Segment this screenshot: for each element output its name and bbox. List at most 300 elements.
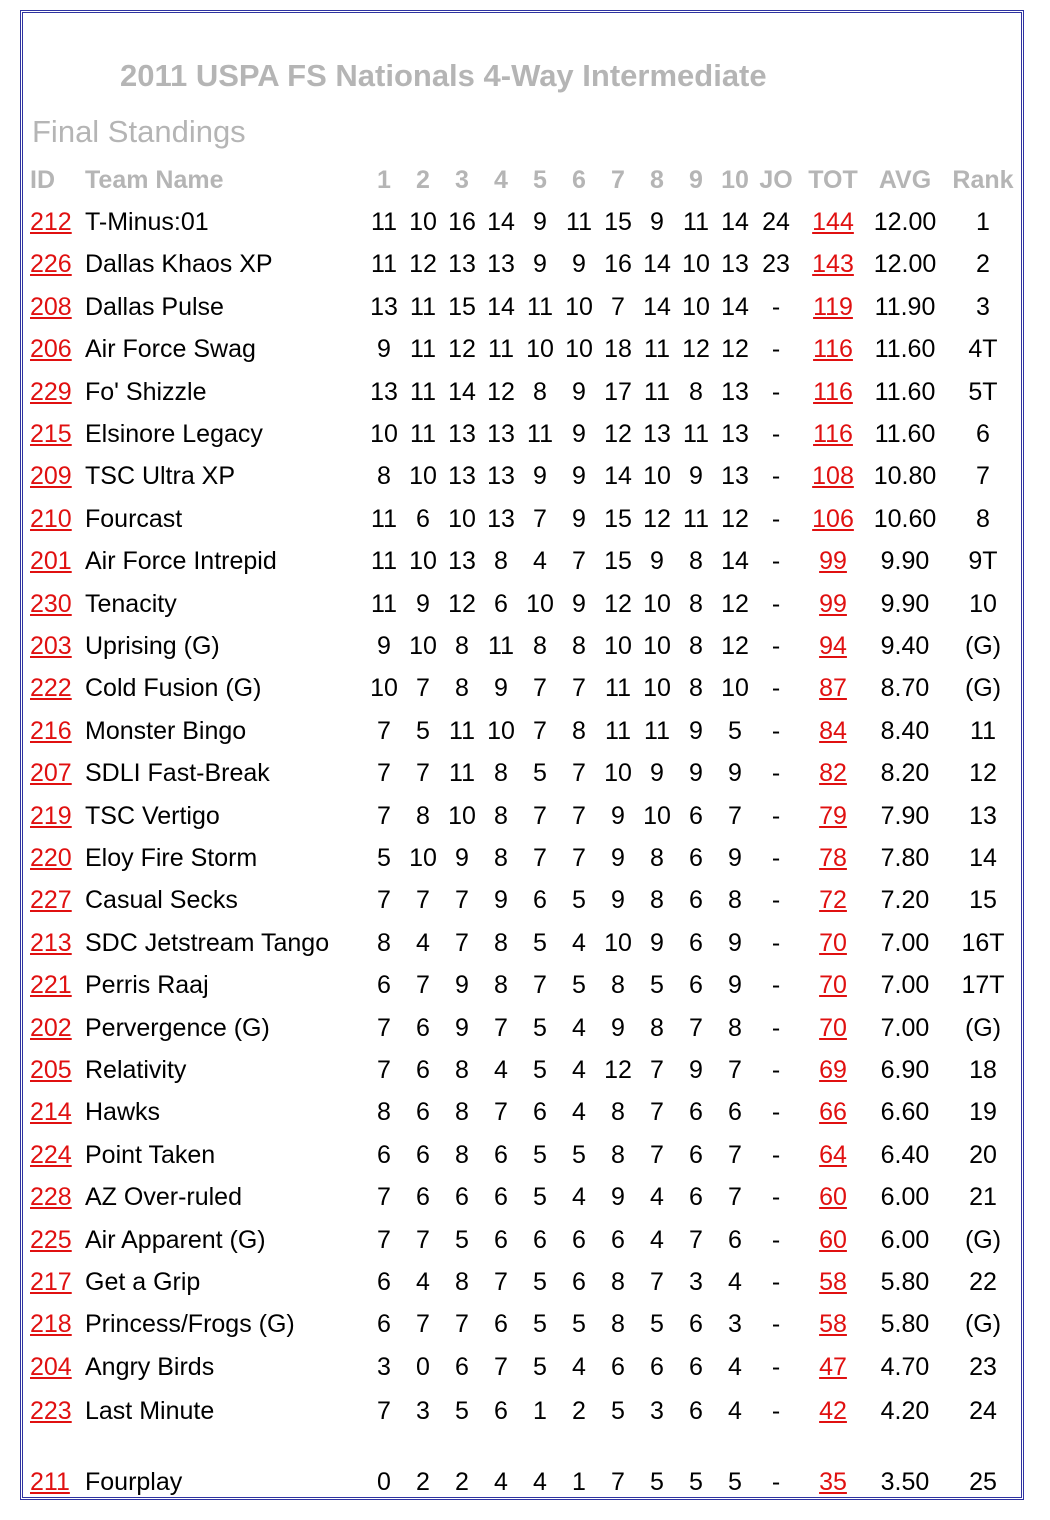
team-name: SDLI Fast-Break (85, 759, 270, 788)
team-id-link[interactable]: 223 (30, 1397, 72, 1426)
average: 11.60 (874, 420, 936, 448)
round-score-9: 9 (689, 716, 703, 745)
round-score-6: 8 (572, 632, 586, 660)
round-score-6: 9 (572, 504, 586, 533)
round-score-4: 7 (494, 1352, 508, 1381)
round-score-6: 6 (572, 1268, 586, 1296)
round-score-10: 8 (728, 886, 742, 915)
round-score-3: 11 (449, 716, 475, 745)
header-round-8: 8 (650, 166, 664, 194)
round-score-2: 11 (410, 377, 436, 406)
round-score-8: 8 (650, 886, 664, 915)
round-score-9: 9 (689, 1056, 703, 1084)
round-score-9: 6 (689, 1310, 703, 1339)
round-score-3: 5 (455, 1225, 469, 1254)
round-score-5: 8 (533, 377, 547, 406)
jo-score: - (771, 801, 781, 830)
table-row (0, 335, 1050, 377)
round-score-4: 12 (487, 377, 515, 406)
total-link[interactable]: 106 (812, 504, 854, 533)
total-link[interactable]: 108 (812, 462, 854, 491)
rank: (G) (964, 1013, 1002, 1042)
rank: 3 (976, 292, 990, 321)
total-link[interactable]: 69 (819, 1056, 847, 1084)
round-score-2: 4 (416, 1268, 430, 1296)
header-round-7: 7 (611, 166, 625, 194)
round-score-7: 11 (605, 716, 631, 745)
round-score-1: 9 (377, 632, 391, 660)
round-score-10: 12 (721, 504, 749, 533)
total-link[interactable]: 66 (819, 1098, 847, 1127)
jo-score: - (771, 1352, 781, 1381)
round-score-7: 8 (611, 1310, 625, 1339)
team-id-link[interactable]: 227 (30, 886, 72, 915)
jo-score: - (771, 1013, 781, 1042)
jo-score: - (771, 1183, 781, 1212)
jo-score: - (771, 292, 781, 321)
round-score-9: 10 (682, 250, 710, 279)
header-round-9: 9 (689, 166, 703, 194)
round-score-1: 6 (377, 971, 391, 1000)
table-row (0, 674, 1050, 716)
total-link[interactable]: 143 (812, 250, 854, 279)
team-name: Last Minute (85, 1397, 215, 1426)
team-name: Tenacity (85, 589, 177, 618)
round-score-1: 7 (377, 1397, 391, 1426)
round-score-9: 8 (689, 589, 703, 618)
round-score-4: 8 (494, 547, 508, 576)
average: 5.80 (880, 1268, 930, 1296)
round-score-8: 10 (643, 801, 671, 830)
team-id-link[interactable]: 209 (30, 462, 72, 491)
team-id-link[interactable]: 211 (30, 1468, 70, 1496)
rank: 25 (969, 1468, 997, 1496)
round-score-7: 11 (605, 674, 631, 703)
team-name: Air Force Swag (85, 335, 256, 364)
round-score-5: 8 (533, 632, 547, 660)
round-score-3: 12 (448, 335, 476, 364)
round-score-7: 14 (604, 462, 632, 491)
team-name: Eloy Fire Storm (85, 844, 258, 872)
table-row (0, 971, 1050, 1013)
round-score-2: 6 (416, 1183, 430, 1212)
round-score-2: 6 (416, 1056, 430, 1084)
jo-score: - (771, 928, 781, 957)
team-name: Air Apparent (G) (85, 1225, 266, 1254)
jo-score: - (771, 886, 781, 915)
round-score-5: 5 (533, 1183, 547, 1212)
table-row (0, 590, 1050, 632)
round-score-8: 9 (650, 208, 664, 236)
round-score-3: 5 (455, 1397, 469, 1426)
round-score-2: 3 (416, 1397, 430, 1426)
round-score-3: 14 (448, 377, 476, 406)
team-name: Dallas Pulse (85, 292, 224, 321)
total-link[interactable]: 119 (813, 292, 853, 321)
round-score-2: 10 (409, 462, 437, 491)
round-score-4: 14 (487, 208, 515, 236)
round-score-1: 7 (377, 1183, 391, 1212)
round-score-6: 10 (565, 335, 593, 364)
team-name: Fo' Shizzle (85, 377, 207, 406)
round-score-5: 9 (533, 250, 547, 279)
table-row (0, 802, 1050, 844)
jo-score: - (771, 674, 781, 703)
average: 6.00 (880, 1183, 930, 1212)
round-score-3: 8 (455, 674, 469, 703)
round-score-10: 5 (728, 1468, 742, 1496)
round-score-5: 1 (533, 1397, 547, 1426)
team-id-link[interactable]: 210 (30, 504, 72, 533)
average: 12.00 (873, 250, 937, 279)
rank: 2 (976, 250, 990, 279)
round-score-1: 3 (377, 1352, 391, 1381)
team-name: Elsinore Legacy (85, 420, 263, 448)
round-score-3: 8 (455, 632, 469, 660)
round-score-5: 5 (533, 1268, 547, 1296)
total-link[interactable]: 116 (813, 335, 853, 364)
team-id-link[interactable]: 201 (30, 547, 72, 576)
round-score-8: 10 (643, 674, 671, 703)
jo-score: - (771, 1098, 781, 1127)
round-score-6: 2 (572, 1397, 586, 1426)
round-score-7: 16 (604, 250, 632, 279)
round-score-8: 11 (644, 377, 670, 406)
round-score-6: 5 (572, 1310, 586, 1339)
round-score-8: 5 (650, 971, 664, 1000)
round-score-8: 9 (650, 547, 664, 576)
rank: 14 (969, 844, 997, 872)
total-link[interactable]: 70 (819, 928, 847, 957)
round-score-6: 4 (572, 1013, 586, 1042)
round-score-7: 15 (604, 547, 632, 576)
total-link[interactable]: 116 (813, 420, 853, 448)
round-score-6: 10 (565, 292, 593, 321)
round-score-9: 8 (689, 547, 703, 576)
round-score-4: 11 (488, 632, 514, 660)
jo-score: - (771, 335, 781, 364)
round-score-1: 8 (377, 928, 391, 957)
round-score-6: 11 (566, 208, 592, 236)
total-link[interactable]: 94 (819, 632, 847, 660)
round-score-2: 7 (416, 971, 430, 1000)
round-score-3: 6 (455, 1183, 469, 1212)
round-score-10: 7 (728, 1056, 742, 1084)
total-link[interactable]: 60 (819, 1225, 847, 1254)
round-score-5: 4 (533, 547, 547, 576)
header-jo: JO (759, 166, 793, 194)
round-score-4: 8 (494, 801, 508, 830)
team-name: Air Force Intrepid (85, 547, 277, 576)
round-score-3: 8 (455, 1056, 469, 1084)
round-score-7: 9 (611, 886, 625, 915)
table-row (0, 1268, 1050, 1310)
table-row (0, 378, 1050, 420)
round-score-10: 10 (721, 674, 749, 703)
team-id-link[interactable]: 213 (30, 928, 72, 957)
team-id-link[interactable]: 230 (30, 589, 72, 618)
team-id-link[interactable]: 207 (30, 759, 72, 788)
round-score-9: 6 (689, 971, 703, 1000)
round-score-1: 11 (371, 504, 397, 533)
team-id-link[interactable]: 221 (30, 971, 72, 1000)
team-name: Relativity (85, 1056, 187, 1084)
round-score-9: 10 (682, 292, 710, 321)
round-score-6: 6 (572, 1225, 586, 1254)
average: 10.80 (873, 462, 937, 491)
team-id-link[interactable]: 229 (30, 377, 72, 406)
round-score-1: 9 (377, 335, 391, 364)
table-row (0, 208, 1050, 250)
team-id-link[interactable]: 222 (30, 674, 72, 703)
round-score-4: 8 (494, 971, 508, 1000)
round-score-9: 6 (689, 801, 703, 830)
total-link[interactable]: 87 (819, 674, 847, 703)
round-score-3: 8 (455, 1098, 469, 1127)
round-score-3: 13 (448, 547, 476, 576)
round-score-9: 8 (689, 632, 703, 660)
round-score-4: 13 (487, 504, 515, 533)
round-score-8: 11 (644, 716, 670, 745)
round-score-1: 11 (371, 208, 397, 236)
table-row (0, 1310, 1050, 1352)
round-score-2: 10 (409, 208, 437, 236)
rank: 10 (969, 589, 997, 618)
round-score-10: 3 (728, 1310, 742, 1339)
round-score-2: 7 (416, 1310, 430, 1339)
round-score-1: 7 (377, 759, 391, 788)
round-score-7: 9 (611, 801, 625, 830)
round-score-7: 5 (611, 1397, 625, 1426)
round-score-3: 12 (448, 589, 476, 618)
team-id-link[interactable]: 204 (30, 1352, 72, 1381)
round-score-3: 10 (448, 504, 476, 533)
team-id-link[interactable]: 208 (30, 292, 72, 321)
round-score-10: 14 (721, 292, 749, 321)
average: 9.90 (880, 547, 930, 576)
rank: 8 (976, 504, 990, 533)
round-score-8: 7 (650, 1056, 664, 1084)
total-link[interactable]: 70 (819, 971, 847, 1000)
round-score-10: 7 (728, 801, 742, 830)
header-round-1: 1 (377, 166, 391, 194)
round-score-10: 12 (721, 632, 749, 660)
average: 7.90 (880, 801, 930, 830)
round-score-1: 7 (377, 801, 391, 830)
header-rank: Rank (952, 166, 1014, 194)
total-link[interactable]: 99 (819, 547, 847, 576)
round-score-1: 7 (377, 886, 391, 915)
round-score-4: 13 (487, 250, 515, 279)
rank: 4T (968, 335, 998, 364)
team-id-link[interactable]: 216 (30, 716, 72, 745)
round-score-7: 8 (611, 971, 625, 1000)
total-link[interactable]: 144 (812, 208, 854, 236)
round-score-7: 7 (611, 1468, 625, 1496)
round-score-1: 11 (371, 250, 397, 279)
jo-score: - (771, 1056, 781, 1084)
round-score-7: 10 (604, 759, 632, 788)
team-name: Uprising (G) (85, 632, 220, 660)
round-score-10: 5 (728, 716, 742, 745)
round-score-3: 11 (449, 759, 475, 788)
round-score-5: 9 (533, 208, 547, 236)
team-name: Fourcast (85, 504, 183, 533)
round-score-8: 11 (644, 335, 670, 364)
header-round-2: 2 (416, 166, 430, 194)
total-link[interactable]: 78 (819, 844, 847, 872)
average: 7.00 (880, 928, 930, 957)
average: 7.00 (880, 971, 930, 1000)
round-score-8: 5 (650, 1468, 664, 1496)
total-link[interactable]: 35 (819, 1468, 847, 1496)
team-id-link[interactable]: 205 (30, 1056, 72, 1084)
round-score-7: 10 (604, 928, 632, 957)
total-link[interactable]: 47 (819, 1352, 847, 1381)
round-score-4: 9 (494, 886, 508, 915)
team-name: Angry Birds (85, 1352, 215, 1381)
team-name: Monster Bingo (85, 716, 247, 745)
round-score-4: 7 (494, 1098, 508, 1127)
total-link[interactable]: 58 (819, 1268, 847, 1296)
round-score-4: 6 (494, 1183, 508, 1212)
round-score-4: 4 (494, 1056, 508, 1084)
round-score-2: 6 (416, 1140, 430, 1169)
total-link[interactable]: 116 (813, 377, 853, 406)
total-link[interactable]: 64 (819, 1140, 847, 1169)
round-score-2: 4 (416, 928, 430, 957)
round-score-5: 5 (533, 1056, 547, 1084)
average: 11.60 (874, 377, 936, 406)
team-id-link[interactable]: 214 (30, 1098, 72, 1127)
round-score-3: 9 (455, 844, 469, 872)
team-id-link[interactable]: 212 (30, 208, 72, 236)
rank: 18 (969, 1056, 997, 1084)
round-score-9: 6 (689, 844, 703, 872)
jo-score: - (771, 377, 781, 406)
total-link[interactable]: 58 (819, 1310, 847, 1339)
table-row (0, 1397, 1050, 1439)
round-score-7: 8 (611, 1268, 625, 1296)
round-score-2: 5 (416, 716, 430, 745)
round-score-9: 12 (682, 335, 710, 364)
round-score-6: 4 (572, 1098, 586, 1127)
total-link[interactable]: 82 (819, 759, 847, 788)
total-link[interactable]: 60 (819, 1183, 847, 1212)
round-score-8: 7 (650, 1140, 664, 1169)
table-row (0, 759, 1050, 801)
round-score-10: 6 (728, 1225, 742, 1254)
total-link[interactable]: 70 (819, 1013, 847, 1042)
jo-score: - (771, 420, 781, 448)
rank: 12 (969, 759, 997, 788)
round-score-1: 7 (377, 716, 391, 745)
total-link[interactable]: 72 (819, 886, 847, 915)
round-score-1: 7 (377, 1225, 391, 1254)
rank: 19 (969, 1098, 997, 1127)
total-link[interactable]: 99 (819, 589, 847, 618)
team-id-link[interactable]: 218 (30, 1310, 72, 1339)
round-score-4: 9 (494, 674, 508, 703)
round-score-2: 6 (416, 504, 430, 533)
round-score-1: 8 (377, 1098, 391, 1127)
total-link[interactable]: 79 (819, 801, 847, 830)
team-name: Get a Grip (85, 1268, 201, 1296)
round-score-8: 7 (650, 1098, 664, 1127)
round-score-9: 6 (689, 1183, 703, 1212)
round-score-2: 7 (416, 674, 430, 703)
round-score-3: 9 (455, 971, 469, 1000)
team-id-link[interactable]: 228 (30, 1183, 72, 1212)
round-score-4: 10 (487, 716, 515, 745)
team-id-link[interactable]: 203 (30, 632, 72, 660)
round-score-6: 7 (572, 759, 586, 788)
team-id-link[interactable]: 225 (30, 1225, 72, 1254)
team-id-link[interactable]: 206 (30, 335, 72, 364)
table-row (0, 1014, 1050, 1056)
round-score-8: 10 (643, 589, 671, 618)
team-id-link[interactable]: 220 (30, 844, 72, 872)
round-score-10: 13 (721, 250, 749, 279)
round-score-6: 9 (572, 250, 586, 279)
round-score-3: 13 (448, 462, 476, 491)
team-name: TSC Ultra XP (85, 462, 236, 491)
jo-score: - (771, 759, 781, 788)
round-score-7: 12 (604, 420, 632, 448)
round-score-4: 13 (487, 462, 515, 491)
round-score-9: 9 (689, 759, 703, 788)
team-id-link[interactable]: 219 (30, 801, 72, 830)
round-score-6: 9 (572, 589, 586, 618)
round-score-4: 6 (494, 1140, 508, 1169)
round-score-8: 13 (643, 420, 671, 448)
total-link[interactable]: 84 (819, 716, 847, 745)
round-score-5: 4 (533, 1468, 547, 1496)
round-score-9: 5 (689, 1468, 703, 1496)
round-score-6: 8 (572, 716, 586, 745)
round-score-1: 6 (377, 1140, 391, 1169)
team-id-link[interactable]: 224 (30, 1140, 72, 1169)
team-id-link[interactable]: 215 (30, 420, 72, 448)
header-team-name: Team Name (85, 166, 224, 194)
team-id-link[interactable]: 226 (30, 250, 72, 279)
rank: 17T (961, 971, 1005, 1000)
total-link[interactable]: 42 (819, 1397, 847, 1426)
round-score-1: 11 (371, 589, 397, 618)
table-header (0, 166, 1050, 208)
round-score-5: 6 (533, 1225, 547, 1254)
round-score-7: 9 (611, 1183, 625, 1212)
round-score-10: 14 (721, 208, 749, 236)
rank: 7 (976, 462, 990, 491)
rank: 20 (969, 1140, 997, 1169)
team-id-link[interactable]: 202 (30, 1013, 72, 1042)
round-score-9: 8 (689, 377, 703, 406)
round-score-7: 12 (604, 1056, 632, 1084)
round-score-9: 6 (689, 886, 703, 915)
jo-score: - (771, 971, 781, 1000)
average: 6.90 (880, 1056, 930, 1084)
average: 4.70 (880, 1352, 930, 1381)
average: 3.50 (880, 1468, 930, 1496)
average: 8.20 (880, 759, 930, 788)
round-score-8: 9 (650, 928, 664, 957)
round-score-7: 8 (611, 1098, 625, 1127)
round-score-2: 0 (416, 1352, 430, 1381)
team-id-link[interactable]: 217 (30, 1268, 72, 1296)
round-score-4: 8 (494, 759, 508, 788)
round-score-1: 6 (377, 1310, 391, 1339)
